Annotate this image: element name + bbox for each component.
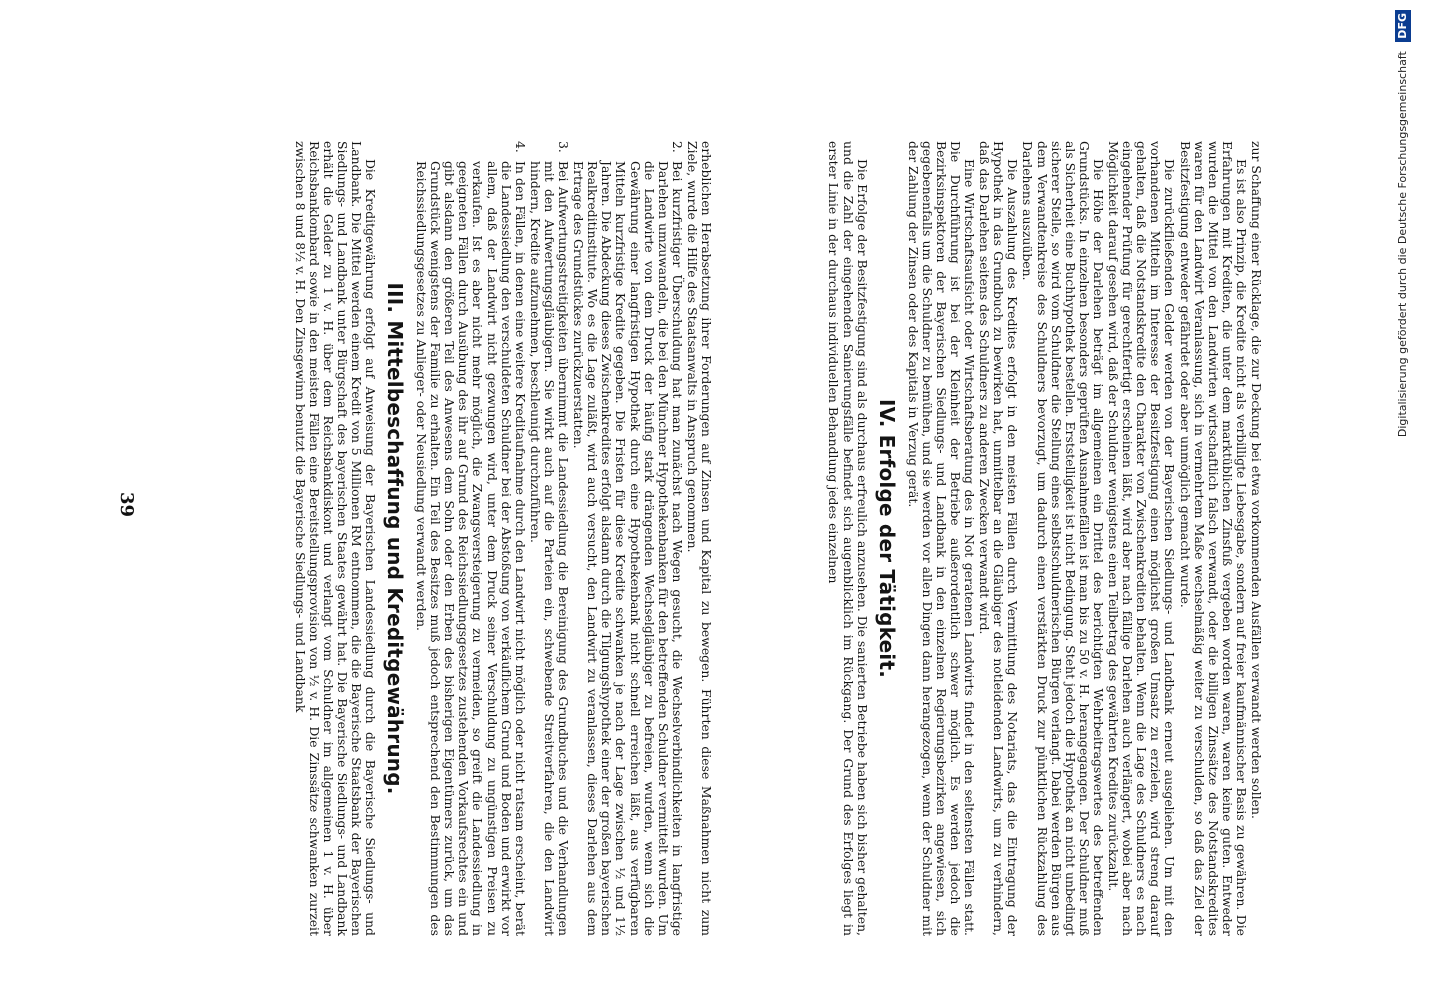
digitization-sidebar [1375,10,1431,990]
page-number: 39 [116,491,138,518]
list-item-4 [414,141,527,936]
paragraph: Die Auszahlung des Kredites erfolgt in den meisten Fällen durch Vermittlung des Notariats, das die Eintragung der Hypothek in das Grundbuch zu bewirken hat, unmittelbar an die Gläubiger des notleidenden Landwirts, um zu verhindern, daß das Darlehen seitens des Schuldners zu anderen Zwecken verwandt wird. [977,141,1021,936]
list-item-2 [571,141,684,936]
list-number: 2. [669,141,685,153]
continued-paragraph: zur Schaffung einer Rücklage, die zur Deckung bei etwa vorkommenden Ausfällen verwandt werden sollen. [1249,141,1264,819]
paragraph: Die zurückfließenden Gelder werden von der Bayerischen Siedlungs- und Landbank erneut ausgeliehen. Um mit den vorhandenen Mitteln im Interesse der Besitzfestigung einen möglichst großen Umsatz zu erzielen, wird streng darauf gehalten, daß die Notstandskredite den Charakter von Zwischenkrediten behalten. Wenn die Lage des Schuldners es nach eingehender Prüfung für gerechtfertigt erscheinen läßt, wird aber nach fällige Darlehen auch verlängert, wobei aber nach Möglichkeit darauf gesehen wird, daß der Schuldner wenigstens einen Teilbetrag des gewährten Kredites zurückzahlt. [1106,141,1178,936]
list-number: 4. [512,141,528,153]
digitization-caption [1395,10,1411,990]
intro-paragraph: erheblichen Herabsetzung ihrer Forderungen auf Zinsen und Kapital zu bewegen. Führten diese Maßnahmen nicht zum Ziele, wurde die Hilfe des Staatsanwalts in Anspruch genommen. [684,141,714,936]
caption-text: Digitalisierung gefördert durch die Deutsche Forschungsgemeinschaft [1396,51,1409,438]
paragraph: Die Höhe der Darlehen beträgt im allgemeinen ein Drittel des berichtigten Wehrbeitragswertes des betreffenden Grundstücks. In einzelnen besonders geprüften Ausnahmefällen ist man bis zu 50 v. H. herangegangen. Der Schuldner muß als Sicherheit eine Buchhypothek bestellen. Erststelligkeit ist nicht Bedingung. Steht jedoch die Hypothek an nicht unbedingt sicherer Stelle, so wird vom Schuldner die Stellung eines selbstschuldnerischen Bürgen verlangt. Dabei werden Bürgen aus dem Verwandtenkreise des Schuldners bevorzugt, um dadurch einen verstärkten Druck zur pünktlichen Rückzahlung des Darlehens auszuüben. [1020,141,1106,936]
left-text-column [158,141,713,936]
list-text: Bei Aufwertungsstreitigkeiten übernimmt die Landessiedlung die Bereinigung des Grundbuches und die Verhandlungen mit den Aufwertungsgläubigern. Sie wirkt auch auf die Parteien ein, schwebende Streitverfahren, die den Landwirt hindern, Kredite aufzunehmen, beschleunigt durchzuführen. [527,161,572,936]
section-4-paragraph: Die Erfolge der Besitzfestigung sind als durchaus erfreulich anzusehen. Die sanierten Betriebe haben sich bisher gehalten, und die Zahl der eingehenden Sanierungsfälle befindet sich augenblicklich im Rückgang. Der Grund des Erfolges liegt in erster Linie in der durchaus individuellen Behandlung jedes einzelnen [826,141,870,936]
list-text: Bei kurzfristiger Überschuldung hat man zunächst nach Wegen gesucht, die Wechselverbindlichkeiten in langfristige Darlehen umzuwandeln, die bei den Münchner Hypothekenbanken für den betreffenden Schuldner vermittelt wurden. Um die Landwirte von dem Druck der häufig stark drängenden Wechselgläubiger zu befreien, wurden, wenn sich die Gewährung einer langfristigen Hypothek durch eine Hypothekenbank nicht schnell erreichen läßt, aus verfügbaren Mitteln kurzfristige Kredite gegeben. Die Fristen für diese Kredite schwanken je nach der Lage zwischen ½ und 1½ Jahren. Die Abdeckung dieses Zwischenkredites erfolgt alsdann durch die Tilgungshypothek einer der großen bayerischen Realkreditinstitute. Wo es die Lage zuläßt, wird auch versucht, den Landwirt zu veranlassen, dieses Darlehen aus dem Ertrage des Grundstückes zurückzuerstatten. [571,161,685,936]
list-item-3 [528,141,570,936]
section-3-paragraph: Die Kreditgewährung erfolgt auf Anweisung der Bayerischen Landessiedlung durch die Bayerische Siedlungs- und Landbank. Die Mittel werden einem Kredit von 5 Millionen RM entnommen, die die Bayerische Staatsbank der Bayerischen Siedlungs- und Landbank unter Bürgschaft des bayerischen Staates gewährt hat. Die Bayerische Siedlungs- und Landbank erhält die Gelder zu 1 v. H. über dem Reichsbankdiskont und verlangt vom Schuldner im allgemeinen 1 v. H. über Reichsbanklombard sowie in den meisten Fällen eine Bereitstellungsprovision von ½ v. H. Die Zinssätze schwanken zurzeit zwischen 8 und 8½ v. H. Den Zinsgewinn benutzt die Bayerische Siedlungs- und Landbank [292,141,379,936]
paragraph: Eine Wirtschaftsaufsicht oder Wirtschaftsberatung des in Not geratenen Landwirts findet in den seltensten Fällen statt. Die Durchführung ist bei der Kleinheit der Betriebe außerordentlich schwer möglich. Es werden jedoch die Bezirksinspektoren der Bayerischen Siedlungs- und Landbank in den einzelnen Regierungsbezirken angewiesen, sich gegebenenfalls um die Schuldner zu bemühen, und sie werden vor allen Dingen dann herangezogen, wenn der Schuldner mit der Zahlung der Zinsen oder des Kapitals in Verzug gerät. [905,141,978,936]
section-heading-3: III. Mittelbeschaffung und Kreditgewährung. [383,282,408,795]
scanned-page [116,86,1318,936]
right-text-column [708,141,1263,936]
list-text: In den Fällen, in denen eine weitere Kreditaufnahme durch den Landwirt nicht möglich oder nicht ratsam erscheint, berät die Landessiedlung den verschuldeten Schuldner bei der Abstoßung von verkäuflichem Grund und Boden und erwirkt vor allem, daß der Landwirt nicht gezwungen wird, unter dem Druck seiner Verschuldung zu ungünstigen Preisen zu verkaufen. Ist es aber nicht mehr möglich, die Zwangsversteigerung zu vermeiden, so greift die Landessiedlung in geeigneten Fällen durch Ausübung des ihr auf Grund des Reichssiedlungsgesetzes zustehenden Vorkaufsrechtes ein und gibt alsdann den größeren Teil des Anwesens dem Sohn oder den Erben des bisherigen Eigentümers zurück, um das Grundstück wenigstens der Familie zu erhalten. Ein Teil des Besitzes muß jedoch entsprechend den Bestimmungen des Reichssiedlungsgesetzes zu Anlieger- oder Neusiedlung verwandt werden. [414,161,528,936]
section-heading-4: IV. Erfolge der Tätigkeit. [874,398,899,679]
list-number: 3. [556,141,572,153]
paragraph: Es ist also Prinzip, die Kredite nicht als verbilligte Liebesgabe, sondern auf freier kaufmännischer Basis zu gewähren. Die Erfahrungen mit Krediten, die unter dem marktüblichen Zinsfuß vergeben worden waren, waren keine guten. Entweder wurden die Mittel von den Landwirten wirtschaftlich falsch verwandt, oder die billigen Zinssätze des Notstandskredites waren für den Landwirt Veranlassung, sich in vermehrtem Maße wechselmäßig weiter zu verschulden, so daß das Ziel der Besitzfestigung entweder gefährdet oder aber unmöglich gemacht wurde. [1177,141,1249,936]
dfg-logo: DFG [1395,10,1411,42]
